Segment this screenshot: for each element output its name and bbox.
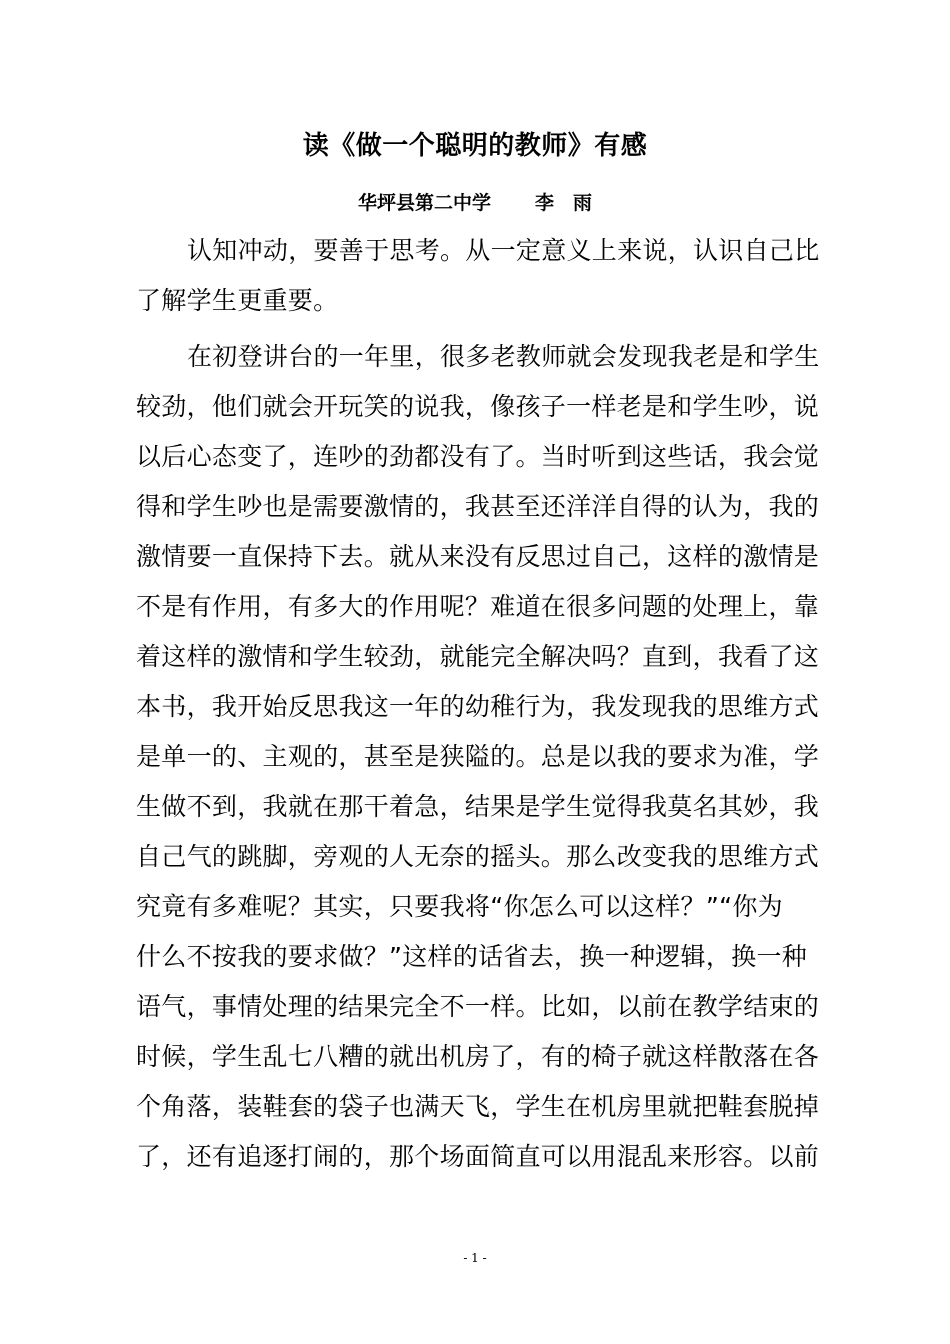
paragraph-line: 究竟有多难呢？其实，只要我将“你怎么可以这样？”“你为 — [136, 892, 783, 921]
paragraph-line: 自己气的跳脚，旁观的人无奈的摇头。那么改变我的思维方式 — [136, 842, 820, 871]
author-line — [0, 188, 950, 218]
paragraph-line: 了，还有追逐打闹的，那个场面简直可以用混乱来形容。以前 — [136, 1142, 820, 1171]
document-body — [136, 226, 820, 1182]
paragraph-line: 了解学生更重要。 — [136, 286, 339, 315]
paragraph-line: 语气，事情处理的结果完全不一样。比如，以前在教学结束的 — [136, 992, 820, 1021]
paragraph-2 — [136, 332, 820, 1182]
paragraph-line: 什么不按我的要求做？”这样的话省去，换一种逻辑，换一种 — [136, 942, 808, 971]
paragraph-line: 着这样的激情和学生较劲，就能完全解决吗？直到，我看了这 — [136, 642, 820, 671]
page-number: - 1 - — [463, 1251, 487, 1265]
paragraph-line: 得和学生吵也是需要激情的，我甚至还洋洋自得的认为，我的 — [136, 492, 820, 521]
author-school: 华坪县第二中学 — [357, 192, 491, 214]
paragraph-line: 本书，我开始反思我这一年的幼稚行为，我发现我的思维方式 — [136, 692, 820, 721]
paragraph-line: 时候，学生乱七八糟的就出机房了，有的椅子就这样散落在各 — [136, 1042, 820, 1071]
author-name: 李 雨 — [535, 192, 593, 214]
paragraph-line: 生做不到，我就在那干着急，结果是学生觉得我莫名其妙，我 — [136, 792, 820, 821]
paragraph-line: 是单一的、主观的，甚至是狭隘的。总是以我的要求为准，学 — [136, 742, 820, 771]
paragraph-line: 个角落，装鞋套的袋子也满天飞，学生在机房里就把鞋套脱掉 — [136, 1092, 820, 1121]
document-title: 读《做一个聪明的教师》有感 — [302, 131, 648, 161]
paragraph-line: 较劲，他们就会开玩笑的说我，像孩子一样老是和学生吵，说 — [136, 392, 820, 421]
paragraph-line: 激情要一直保持下去。就从来没有反思过自己，这样的激情是 — [136, 542, 820, 571]
paragraph-line: 不是有作用，有多大的作用呢？难道在很多问题的处理上，靠 — [136, 592, 820, 621]
paragraph-line: 认知冲动，要善于思考。从一定意义上来说，认识自己比 — [187, 236, 820, 265]
paragraph-line: 以后心态变了，连吵的劲都没有了。当时听到这些话，我会觉 — [136, 442, 820, 471]
paragraph-line: 在初登讲台的一年里，很多老教师就会发现我老是和学生 — [187, 342, 820, 371]
paragraph-1 — [136, 226, 820, 326]
